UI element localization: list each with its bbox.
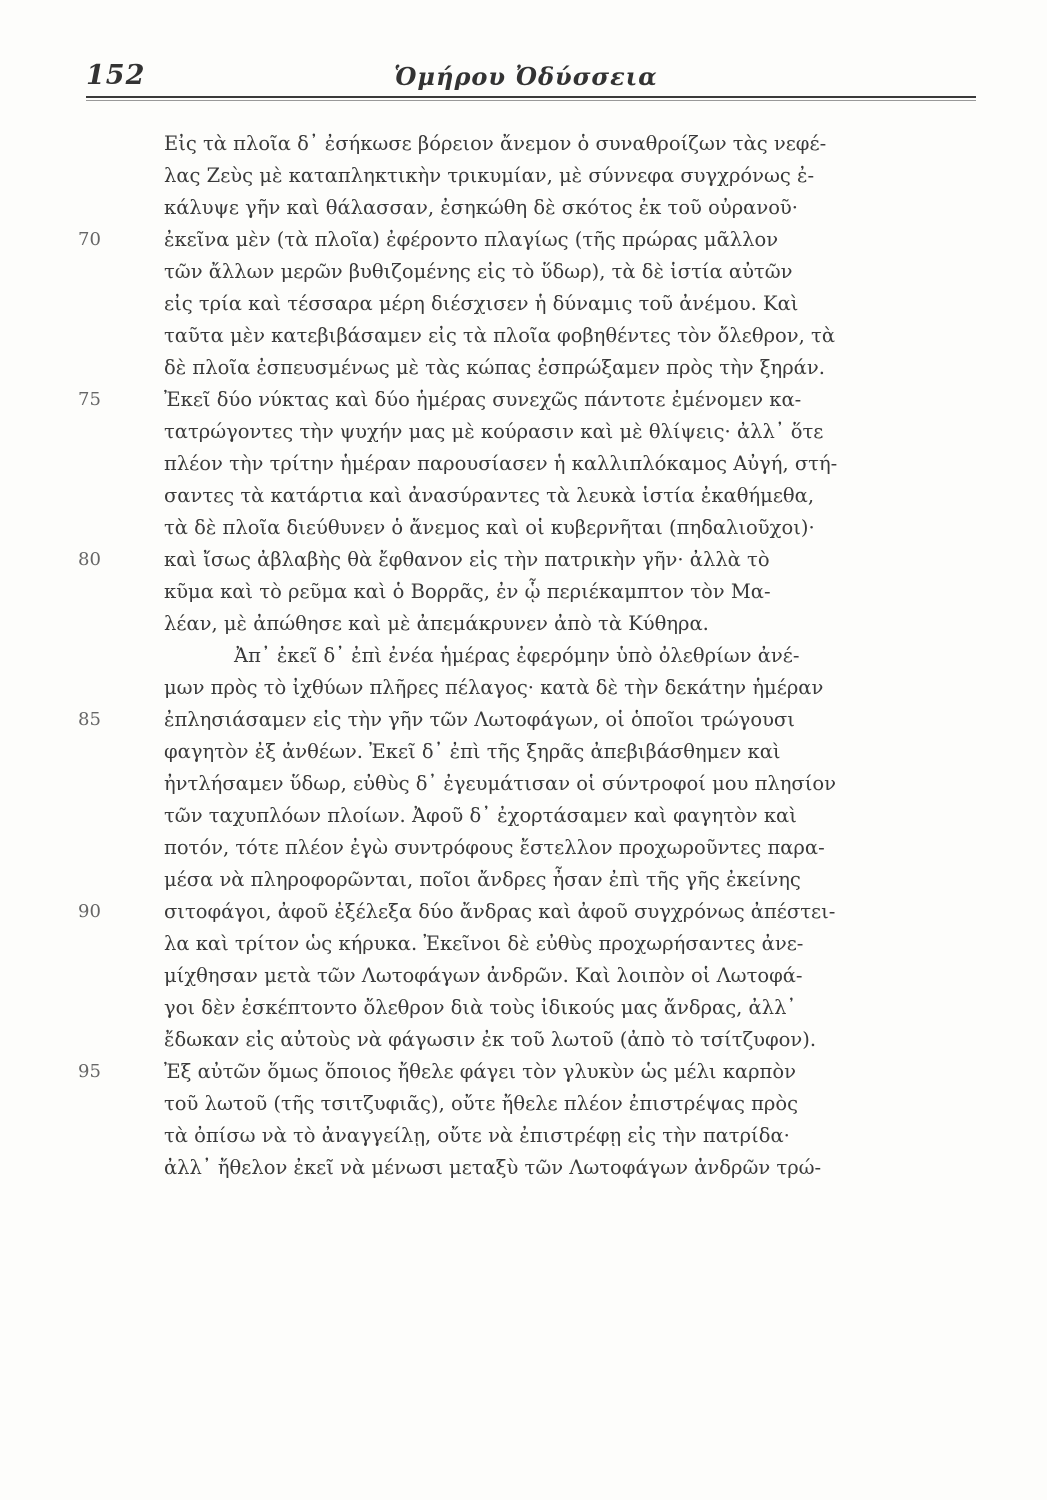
- text-line: φαγητὸν ἐξ ἀνθέων. Ἐκεῖ δ᾽ ἐπὶ τῆς ξηρᾶς ἀπεβιβάσθημεν καὶ: [164, 740, 781, 763]
- text-line: Ἀπ᾽ ἐκεῖ δ᾽ ἐπὶ ἐνέα ἡμέρας ἐφερόμην ὑπὸ ὀλεθρίων ἀνέ-: [234, 644, 800, 667]
- text-line: τατρώγοντες τὴν ψυχήν μας μὲ κούρασιν καὶ μὲ θλίψεις· ἀλλ᾽ ὅτε: [164, 420, 824, 443]
- text-line: ἀλλ᾽ ἤθελον ἐκεῖ νὰ μένωσι μεταξὺ τῶν Λωτοφάγων ἀνδρῶν τρώ-: [164, 1156, 822, 1179]
- text-line: ποτόν, τότε πλέον ἐγὼ συντρόφους ἔστελλον προχωροῦντες παρα-: [164, 836, 825, 859]
- text-line: ταῦτα μὲν κατεβιβάσαμεν εἰς τὰ πλοῖα φοβηθέντες τὸν ὄλεθρον, τὰ: [164, 324, 836, 347]
- header-rule: [86, 96, 976, 98]
- text-line: λα καὶ τρίτον ὡς κήρυκα. Ἐκεῖνοι δὲ εὐθὺς προχωρήσαντες ἀνε-: [164, 932, 804, 955]
- line-number: 75: [78, 389, 101, 410]
- body-text: [164, 128, 964, 1184]
- text-line: κῦμα καὶ τὸ ρεῦμα καὶ ὁ Βορρᾶς, ἐν ᾧ περιέκαμπτον τὸν Μα-: [164, 580, 771, 603]
- text-line: γοι δὲν ἐσκέπτοντο ὄλεθρον διὰ τοὺς ἰδικούς μας ἄνδρας, ἀλλ᾽: [164, 996, 797, 1019]
- text-line: μίχθησαν μετὰ τῶν Λωτοφάγων ἀνδρῶν. Καὶ λοιπὸν οἱ Λωτοφά-: [164, 964, 803, 987]
- text-line: ἐπλησιάσαμεν εἰς τὴν γῆν τῶν Λωτοφάγων, οἱ ὁποῖοι τρώγουσι: [164, 708, 795, 731]
- text-line: μων πρὸς τὸ ἰχθύων πλῆρες πέλαγος· κατὰ δὲ τὴν δεκάτην ἡμέραν: [164, 676, 824, 699]
- text-line: εἰς τρία καὶ τέσσαρα μέρη διέσχισεν ἡ δύναμις τοῦ ἀνέμου. Καὶ: [164, 292, 799, 315]
- text-line: ἐκεῖνα μὲν (τὰ πλοῖα) ἐφέροντο πλαγίως (τῆς πρώρας μᾶλλον: [164, 228, 779, 251]
- page-number: 152: [86, 60, 146, 91]
- text-line: δὲ πλοῖα ἐσπευσμένως μὲ τὰς κώπας ἐσπρώξαμεν πρὸς τὴν ξηράν.: [164, 356, 825, 379]
- text-line: σαντες τὰ κατάρτια καὶ ἀνασύραντες τὰ λευκὰ ἱστία ἐκαθήμεθα,: [164, 484, 815, 507]
- line-number: 95: [78, 1061, 101, 1082]
- page-header: [86, 60, 976, 94]
- text-line: τοῦ λωτοῦ (τῆς τσιτζυφιᾶς), οὔτε ἤθελε πλέον ἐπιστρέψας πρὸς: [164, 1092, 799, 1115]
- text-line: ἔδωκαν εἰς αὐτοὺς νὰ φάγωσιν ἐκ τοῦ λωτοῦ (ἀπὸ τὸ τσίτζυφον).: [164, 1028, 817, 1051]
- text-line: τὰ ὀπίσω νὰ τὸ ἀναγγείλῃ, οὔτε νὰ ἐπιστρέφῃ εἰς τὴν πατρίδα·: [164, 1124, 790, 1147]
- header-rule-thin: [86, 100, 976, 101]
- text-line: μέσα νὰ πληροφορῶνται, ποῖοι ἄνδρες ἦσαν ἐπὶ τῆς γῆς ἐκείνης: [164, 868, 801, 891]
- line-number: 70: [78, 229, 101, 250]
- text-line: λας Ζεὺς μὲ καταπληκτικὴν τρικυμίαν, μὲ σύννεφα συγχρόνως ἐ-: [164, 164, 815, 187]
- text-line: πλέον τὴν τρίτην ἡμέραν παρουσίασεν ἡ καλλιπλόκαμος Αὐγή, στή-: [164, 452, 838, 475]
- text-line: τῶν ἄλλων μερῶν βυθιζομένης εἰς τὸ ὕδωρ), τὰ δὲ ἱστία αὐτῶν: [164, 260, 793, 283]
- text-line: Ἐξ αὐτῶν ὅμως ὅποιος ἤθελε φάγει τὸν γλυκὺν ὡς μέλι καρπὸν: [164, 1060, 796, 1083]
- text-line: τῶν ταχυπλόων πλοίων. Ἀφοῦ δ᾽ ἐχορτάσαμεν καὶ φαγητὸν καὶ: [164, 804, 797, 827]
- line-number: 80: [78, 549, 101, 570]
- text-line: σιτοφάγοι, ἀφοῦ ἐξέλεξα δύο ἄνδρας καὶ ἀφοῦ συγχρόνως ἀπέστει-: [164, 900, 836, 923]
- line-number: 90: [78, 901, 101, 922]
- text-line: ἠντλήσαμεν ὕδωρ, εὐθὺς δ᾽ ἐγευμάτισαν οἱ σύντροφοί μου πλησίον: [164, 772, 836, 795]
- text-line: Ἐκεῖ δύο νύκτας καὶ δύο ἡμέρας συνεχῶς πάντοτε ἐμένομεν κα-: [164, 388, 802, 411]
- text-line: κάλυψε γῆν καὶ θάλασσαν, ἐσηκώθη δὲ σκότος ἐκ τοῦ οὐρανοῦ·: [164, 196, 798, 219]
- line-number: 85: [78, 709, 101, 730]
- running-title: Ὁμήρου Ὀδύσσεια: [394, 62, 658, 91]
- text-line: καὶ ἴσως ἀβλαβὴς θὰ ἔφθανον εἰς τὴν πατρικὴν γῆν· ἀλλὰ τὸ: [164, 548, 770, 571]
- text-line: τὰ δὲ πλοῖα διεύθυνεν ὁ ἄνεμος καὶ οἱ κυβερνῆται (πηδαλιοῦχοι)·: [164, 516, 815, 539]
- text-line: Εἰς τὰ πλοῖα δ᾽ ἐσήκωσε βόρειον ἄνεμον ὁ συναθροίζων τὰς νεφέ-: [164, 132, 827, 155]
- text-line: λέαν, μὲ ἀπώθησε καὶ μὲ ἀπεμάκρυνεν ἀπὸ τὰ Κύθηρα.: [164, 612, 709, 635]
